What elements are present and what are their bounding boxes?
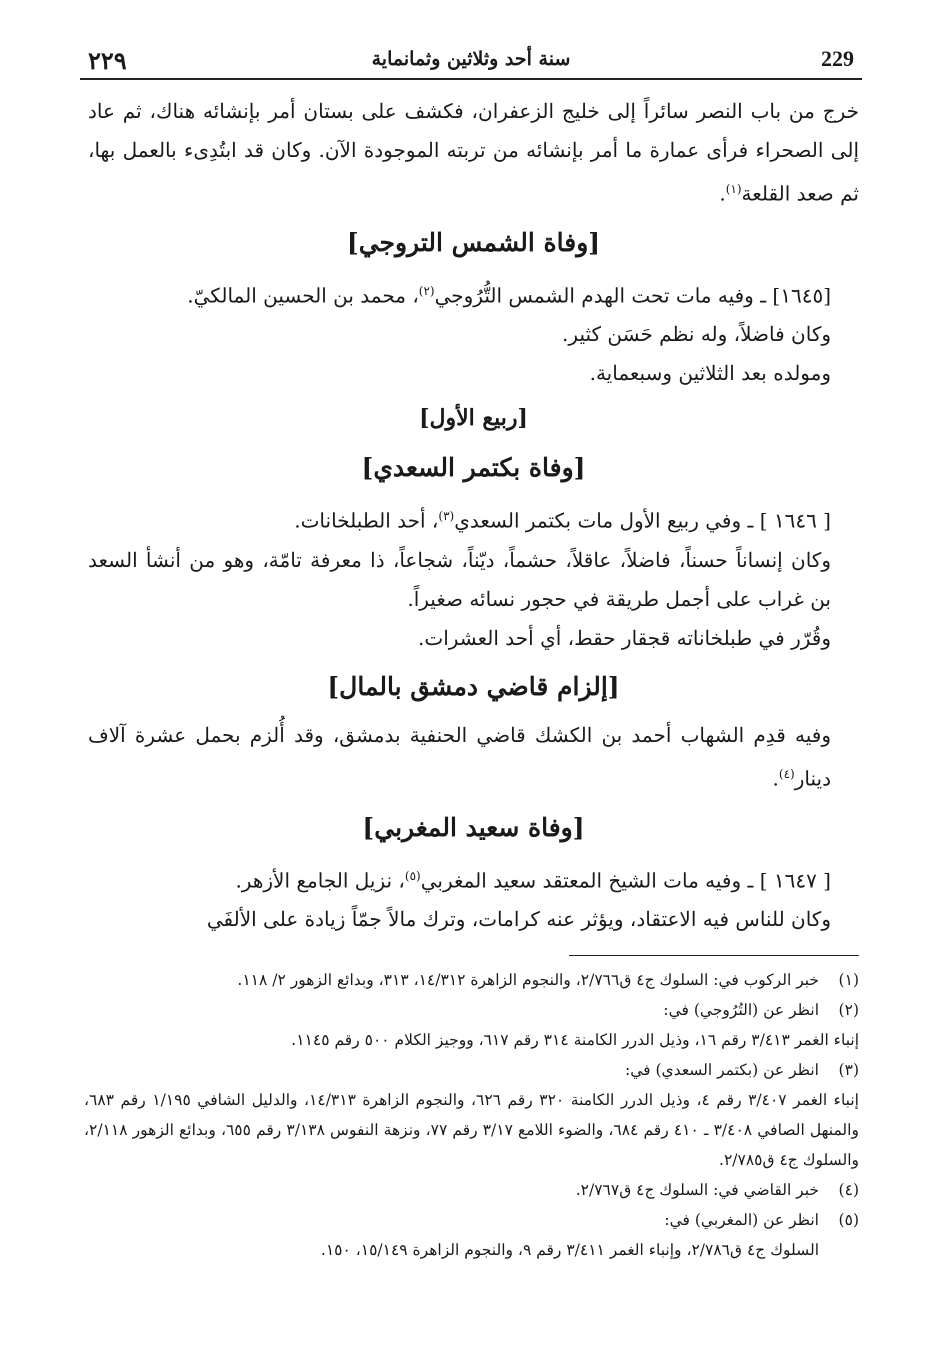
section-heading-damascus-judge: [إلزام قاضي دمشق بالمال]	[327, 671, 620, 701]
ilzam-paragraph: وفيه قدِم الشهاب أحمد بن الكشك قاضي الحنفية بدمشق، وقد أُلزم بحمل عشرة آلاف دينار$^{(٤)}$.	[88, 722, 831, 791]
footnote-text: انظر عن (بكتمر السعدي) في:	[625, 1061, 819, 1079]
entry-1645-line-3: ومولده بعد الثلاثين وسبعماية.	[589, 361, 831, 386]
entry-1646: [ ١٦٤٦ ] ـ وفي ربيع الأول مات بكتمر السعدي$^{(٣)}$، أحد الطبلخانات.	[294, 508, 831, 533]
entry-1647: [ ١٦٤٧ ] ـ وفيه مات الشيخ المعتقد سعيد المغربي$^{(٥)}$، نزيل الجامع الأزهر.	[235, 868, 831, 893]
footnote	[84, 995, 859, 1025]
footnote-text: خبر الركوب في: السلوك ج٤ ق٢/٧٦٦، والنجوم الزاهرة ١٤/٣١٢، ٣١٣، وبدائع الزهور ٢/ ١١٨.	[237, 971, 819, 989]
footnote-number: (٢)	[838, 1001, 859, 1019]
footnotes	[84, 965, 859, 1265]
section-heading-baktamur: [وفاة بكتمر السعدي]	[361, 453, 586, 483]
footnote-number: (٥)	[838, 1211, 859, 1229]
main-text	[88, 92, 859, 939]
page-number-latin: 229	[821, 46, 854, 71]
footnote	[84, 1175, 859, 1205]
footnote	[84, 965, 859, 995]
running-title: سنة أحد وثلاثين وثمانماية	[371, 48, 571, 70]
section-heading-said-maghribi: [وفاة سعيد المغربي]	[362, 812, 585, 842]
page-number-arabic: ٢٢٩	[88, 46, 127, 75]
section-heading-turuji: [وفاة الشمس التروجي]	[346, 227, 601, 257]
entry-1646-line-2: وكان إنساناً حسناً، فاضلاً، عاقلاً، حشماً، ديّناً، شجاعاً، ذا معرفة تامّة، وهو من أنشأ السعد بن غراب على أجمل طريقة في حجور نسائه صغيراً.	[88, 547, 831, 611]
footnote-ref-3: (٣)	[438, 509, 455, 524]
footnote-ref-5: (٥)	[404, 868, 421, 883]
footnote-divider	[569, 955, 859, 956]
footnote-number: (٤)	[838, 1181, 859, 1199]
footnote-text: انظر عن (التُرُوجي) في:	[663, 1001, 819, 1019]
footnote-number: (١)	[838, 971, 859, 989]
footnote	[84, 1205, 859, 1235]
footnote-continuation: إنباء الغمر ٣/٤١٣ رقم ١٦، وذيل الدرر الكامنة ٣١٤ رقم ٦١٧، ووجيز الكلام ٥٠٠ رقم ١١٤٥.	[291, 1031, 859, 1049]
footnote-text: خبر القاضي في: السلوك ج٤ ق٢/٧٦٧.	[575, 1181, 819, 1199]
entry-1645: [١٦٤٥] ـ وفيه مات تحت الهدم الشمس التُّرُوجي$^{(٢)}$، محمد بن الحسين المالكيّ.	[187, 283, 831, 308]
page-header	[80, 38, 862, 80]
entry-1647-line-2: وكان للناس فيه الاعتقاد، ويؤثر عنه كرامات، وترك مالاً جمّاً زيادة على الألفَي	[206, 907, 831, 932]
intro-paragraph: خرج من باب النصر سائراً إلى خليج الزعفران، فكشف على بستان أمر بإنشائه هناك، ثم عاد إلى الصحراء فرأى عمارة ما أمر بإنشائه من تربته الموجودة الآن. وكان قد ابتُدِىء بالعمل بها، ثم صعد القلعة$^{(١)}$.	[88, 99, 859, 206]
footnote	[84, 1055, 859, 1085]
footnote-number: (٣)	[838, 1061, 859, 1079]
footnote-ref-2: (٢)	[418, 283, 435, 298]
footnote-ref-4: (٤)	[778, 766, 795, 781]
footnote-continuation: السلوك ج٤ ق٢/٧٨٦، وإنباء الغمر ٣/٤١١ رقم ٩، والنجوم الزاهرة ١٥/١٤٩، ١٥٠.	[320, 1241, 819, 1259]
footnote-text: انظر عن (المغربي) في:	[664, 1211, 819, 1229]
entry-1645-line-2: وكان فاضلاً، وله نظم حَسَن كثير.	[562, 322, 831, 347]
footnote-ref-1: (١)	[725, 182, 742, 196]
entry-1646-line-3: وقُرّر في طبلخاناته قجقار حقط، أي أحد العشرات.	[418, 625, 831, 650]
footnote-continuation: إنباء الغمر ٣/٤٠٧ رقم ٤، وذيل الدرر الكامنة ٣٢٠ رقم ٦٢٦، والنجوم الزاهرة ١٤/٣١٣، والدليل الشافي ١/١٩٥ رقم ٦٨٣، والمنهل الصافي ٣/٤٠٨ ـ ٤١٠ رقم ٦٨٤، والضوء اللامع ٣/١٧ رقم ٧٧، ونزهة النفوس ٣/١٣٨ رقم ٦٥٥، وبدائع الزهور ٢/١١٨، والسلوك ج٤ ق٢/٧٨٥.	[84, 1091, 859, 1169]
month-heading-rabi-al-awwal: [ربيع الأول]	[419, 405, 528, 432]
